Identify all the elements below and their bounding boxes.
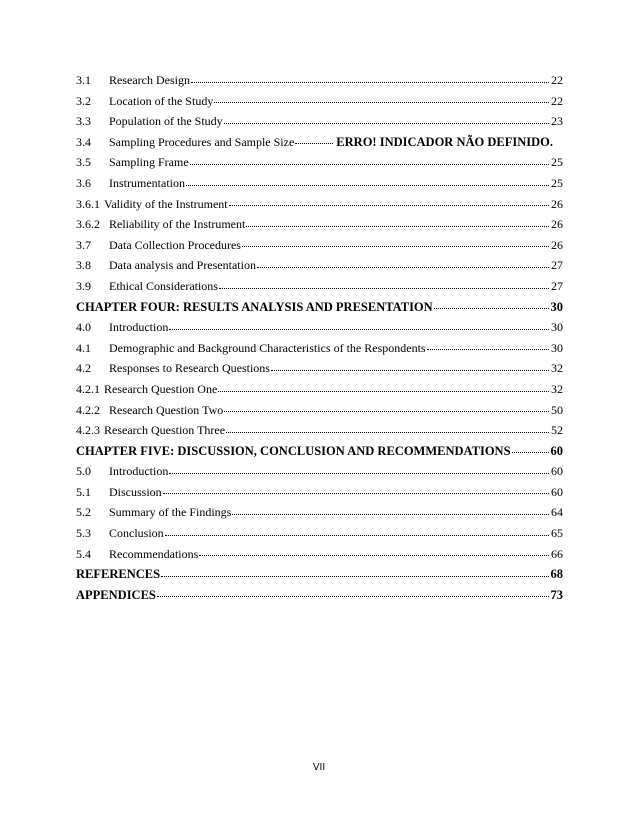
- toc-number: 3.6.2: [76, 217, 100, 232]
- toc-chapter-title: CHAPTER FIVE: DISCUSSION, CONCLUSION AND RECOMMENDATIONS: [76, 443, 511, 458]
- toc-title: Responses to Research Questions: [109, 361, 270, 376]
- dot-leader: [169, 472, 549, 474]
- toc-title: Ethical Considerations: [109, 278, 218, 293]
- toc-number: 3.5: [76, 155, 91, 170]
- dot-leader: [434, 307, 549, 309]
- toc-page-number: 25: [551, 175, 563, 190]
- toc-number: 3.7: [76, 237, 91, 252]
- toc-title: Validity of the Instrument: [104, 196, 228, 211]
- toc-entry-3-7[interactable]: [76, 235, 563, 256]
- toc-entry-3-6-2[interactable]: [76, 214, 563, 235]
- toc-page-number: 66: [551, 546, 563, 561]
- toc-entry-chapter-five[interactable]: [76, 441, 563, 462]
- dot-leader: [190, 163, 549, 165]
- toc-number: 3.3: [76, 114, 91, 129]
- dot-leader: [226, 431, 549, 433]
- toc-number: 3.2: [76, 93, 91, 108]
- toc-page-number: 30: [550, 299, 563, 314]
- toc-entry-chapter-four[interactable]: [76, 297, 563, 318]
- toc-entry-5-2[interactable]: [76, 502, 563, 523]
- toc-title: Discussion: [109, 484, 162, 499]
- toc-title: Research Question Three: [104, 423, 226, 438]
- toc-page-number: 68: [550, 567, 563, 582]
- toc-page-number: 32: [551, 361, 563, 376]
- dot-leader: [232, 513, 549, 515]
- toc-number: 4.2: [76, 361, 91, 376]
- toc-entry-4-2-1[interactable]: [76, 379, 563, 400]
- toc-entry-3-4[interactable]: [76, 132, 563, 153]
- table-of-contents: [76, 70, 563, 605]
- toc-page-number: 60: [550, 443, 563, 458]
- toc-page-number: 52: [551, 423, 563, 438]
- toc-number: 3.4: [76, 134, 91, 149]
- toc-entry-3-9[interactable]: [76, 276, 563, 297]
- toc-page-number: 64: [551, 505, 563, 520]
- dot-leader: [186, 184, 549, 186]
- dot-leader: [224, 122, 549, 124]
- toc-page-number: 30: [551, 340, 563, 355]
- toc-entry-3-1[interactable]: [76, 70, 563, 91]
- toc-page-number: 26: [551, 196, 563, 211]
- dot-leader: [246, 225, 549, 227]
- toc-entry-5-3[interactable]: [76, 523, 563, 544]
- toc-page-number: 22: [551, 93, 563, 108]
- toc-title: Data Collection Procedures: [109, 237, 241, 252]
- dot-leader: [165, 534, 549, 536]
- toc-number: 3.8: [76, 258, 91, 273]
- toc-entry-4-2-2[interactable]: [76, 400, 563, 421]
- toc-number: 5.3: [76, 526, 91, 541]
- toc-page-number: 65: [551, 526, 563, 541]
- dot-leader: [512, 451, 549, 453]
- toc-title: Research Question One: [104, 381, 218, 396]
- dot-leader: [242, 245, 549, 247]
- toc-page-number: 23: [551, 114, 563, 129]
- dot-leader: [224, 410, 549, 412]
- toc-title: Location of the Study: [109, 93, 214, 108]
- toc-number: 5.2: [76, 505, 91, 520]
- toc-number: 4.2.3: [76, 423, 100, 438]
- toc-entry-3-6-1[interactable]: [76, 194, 563, 215]
- toc-chapter-title: APPENDICES: [76, 587, 156, 602]
- toc-entry-5-4[interactable]: [76, 544, 563, 565]
- toc-title: Summary of the Findings: [109, 505, 232, 520]
- toc-page-number: 73: [550, 587, 563, 602]
- dot-leader: [218, 390, 549, 392]
- dot-leader: [169, 328, 549, 330]
- dot-leader: [214, 101, 549, 103]
- page-footer-number: VII: [312, 762, 326, 773]
- toc-title: Recommendations: [109, 546, 199, 561]
- toc-page-number: 26: [551, 237, 563, 252]
- toc-entry-3-5[interactable]: [76, 152, 563, 173]
- dot-leader: [161, 575, 548, 577]
- toc-page-number: 22: [551, 73, 563, 87]
- toc-title: Introduction: [109, 320, 169, 335]
- dot-leader: [163, 492, 549, 494]
- toc-number: 4.0: [76, 320, 91, 335]
- toc-page-number: 32: [551, 381, 563, 396]
- dot-leader: [295, 142, 333, 144]
- toc-number: 5.4: [76, 546, 91, 561]
- toc-number: 5.0: [76, 464, 91, 479]
- toc-entry-4-2-3[interactable]: [76, 420, 563, 441]
- toc-number: 3.9: [76, 278, 91, 293]
- toc-number: 4.1: [76, 340, 91, 355]
- toc-title: Instrumentation: [109, 175, 185, 190]
- toc-title: Population of the Study: [109, 114, 223, 129]
- dot-leader: [427, 348, 549, 350]
- toc-title: Reliability of the Instrument: [109, 217, 246, 232]
- toc-title: Conclusion: [109, 526, 164, 541]
- dot-leader: [157, 595, 549, 597]
- toc-entry-4-1[interactable]: [76, 338, 563, 359]
- toc-title: Data analysis and Presentation: [109, 258, 256, 273]
- toc-page-number: 27: [551, 278, 563, 293]
- toc-page-number: 27: [551, 258, 563, 273]
- toc-title: Demographic and Background Characteristics of the Respondents: [109, 340, 426, 355]
- dot-leader: [229, 204, 549, 206]
- toc-entry-5-0[interactable]: [76, 461, 563, 482]
- dot-leader: [271, 369, 549, 371]
- toc-entry-references[interactable]: [76, 564, 563, 585]
- toc-title: Research Question Two: [109, 402, 224, 417]
- toc-entry-3-3[interactable]: [76, 111, 563, 132]
- toc-page-number: 26: [551, 217, 563, 232]
- toc-entry-4-0[interactable]: [76, 317, 563, 338]
- dot-leader: [191, 81, 549, 83]
- toc-entry-3-2[interactable]: [76, 91, 563, 112]
- toc-number: 4.2.2: [76, 402, 100, 417]
- toc-chapter-title: CHAPTER FOUR: RESULTS ANALYSIS AND PRESENTATION: [76, 299, 433, 314]
- toc-title: Introduction: [109, 464, 169, 479]
- bookmark-error-text: ERRO! INDICADOR NÃO DEFINIDO.: [336, 134, 553, 149]
- toc-title: Sampling Procedures and Sample Size: [109, 134, 295, 149]
- dot-leader: [219, 287, 549, 289]
- toc-page-number: 50: [551, 402, 563, 417]
- toc-page-number: 30: [551, 320, 563, 335]
- toc-title: Research Design: [109, 73, 190, 87]
- toc-page-number: 60: [551, 464, 563, 479]
- dot-leader: [199, 554, 549, 556]
- toc-number: 5.1: [76, 484, 91, 499]
- toc-entry-appendices[interactable]: [76, 585, 563, 606]
- toc-chapter-title: REFERENCES: [76, 567, 161, 582]
- toc-entry-3-6[interactable]: [76, 173, 563, 194]
- toc-entry-4-2[interactable]: [76, 358, 563, 379]
- toc-entry-5-1[interactable]: [76, 482, 563, 503]
- toc-title: Sampling Frame: [109, 155, 189, 170]
- toc-page-number: 25: [551, 155, 563, 170]
- toc-number: 3.1: [76, 73, 91, 87]
- toc-number: 3.6.1: [76, 196, 100, 211]
- dot-leader: [257, 266, 549, 268]
- toc-number: 4.2.1: [76, 381, 100, 396]
- toc-number: 3.6: [76, 175, 91, 190]
- toc-entry-3-8[interactable]: [76, 255, 563, 276]
- toc-page-number: 60: [551, 484, 563, 499]
